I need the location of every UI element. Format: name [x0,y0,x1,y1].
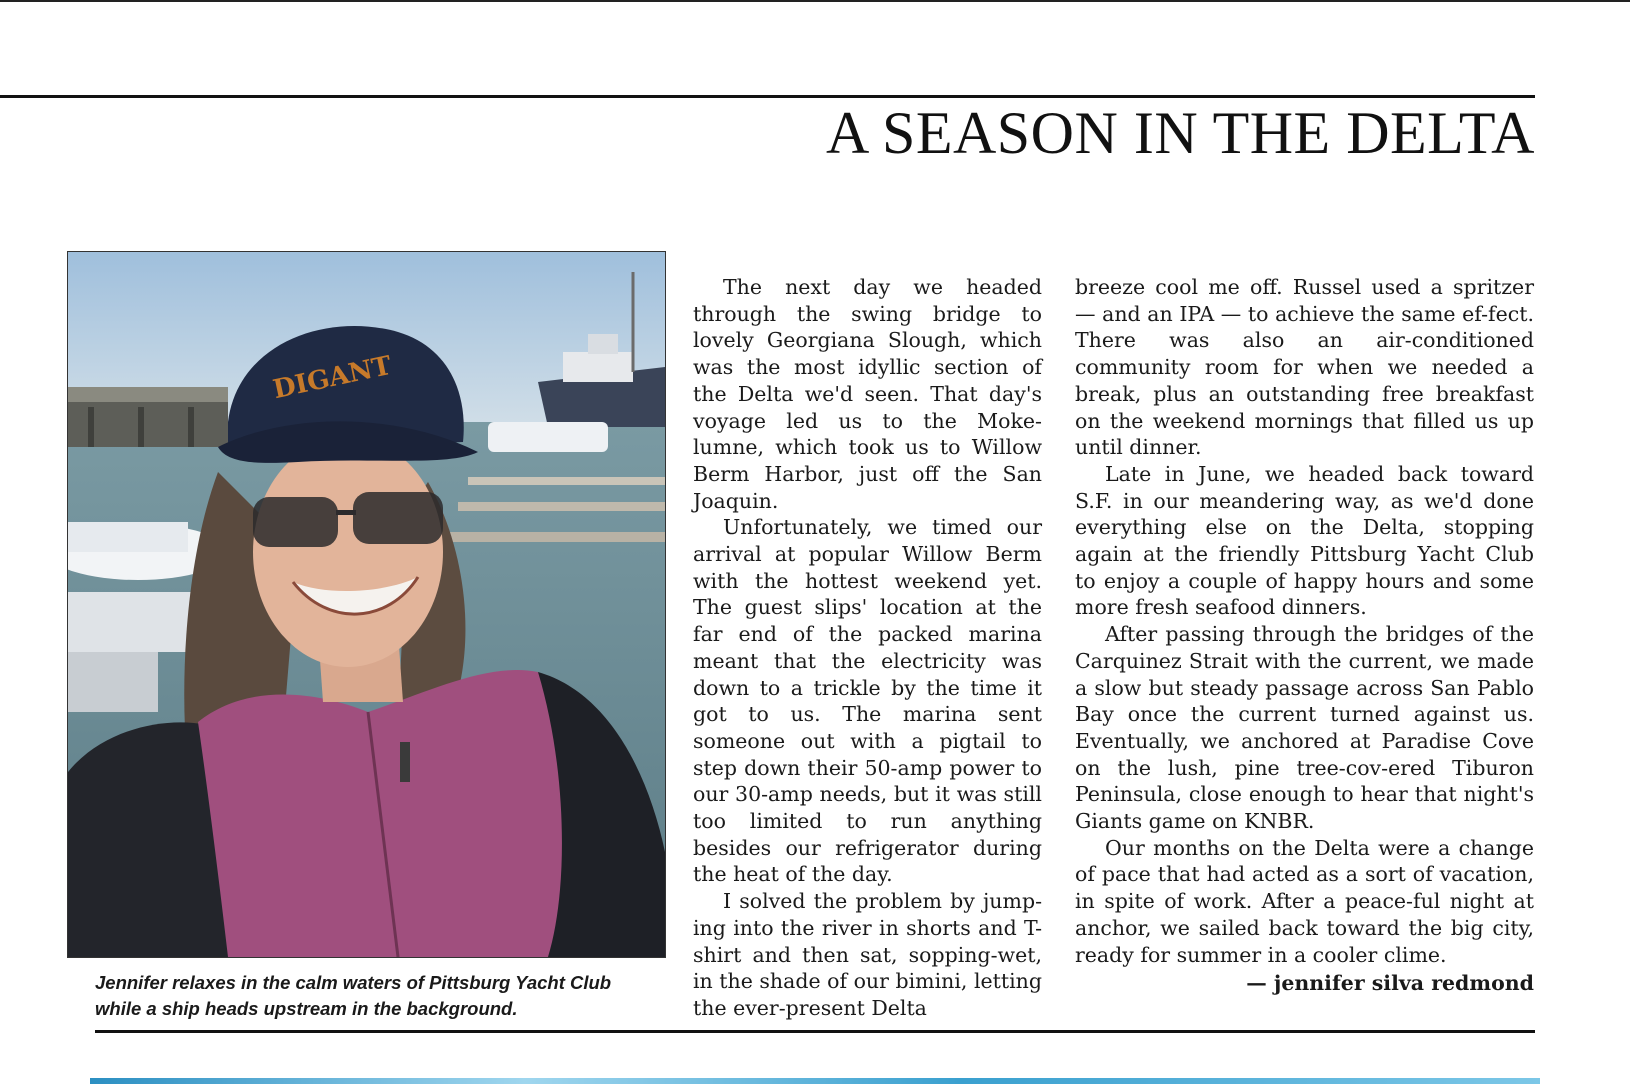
section-title: A SEASON IN THE DELTA [825,100,1535,166]
cap-logo-text: DIGANT [270,350,395,406]
paragraph: Unfortunately, we timed our arrival at popular Willow Berm with the hottest weekend yet. The guest slips' location at the far end of the packed marina meant that the electricity was down to a trickle by the time it got to us. The marina sent someone out with a pigtail to step down their 50-amp power to our 30-amp needs, but it was still too limited to run anything besides our refrigerator during the heat of the day. [693,515,1042,887]
next-page-strip [90,1078,1540,1084]
paragraph: Our months on the Delta were a change of pace that had acted as a sort of vacation, in spite of work. After a peace-ful night at anchor, we sailed back toward the big city, ready for summer in a cooler clime. [1075,835,1534,967]
author-byline: — jennifer silva redmond [1246,971,1534,996]
paragraph: After passing through the bridges of the Carquinez Strait with the current, we made a slow but steady passage across San Pablo Bay once the current turned against us. Eventually, we anchored at Paradise Cove on the lush, pine tree-cov-ered Tiburon Peninsula, close enough to hear that night's Giants game on KNBR. [1075,622,1534,834]
photo-jennifer-pittsburg-yacht-club [68,252,665,957]
article-column-2 [1075,274,1534,997]
paragraph: The next day we headed through the swing bridge to lovely Georgiana Slough, which was the most idyllic section of the Delta we'd seen. That day's voyage led us to the Moke-lumne, which took us to Willow Berm Harbor, just off the San Joaquin. [693,275,1042,513]
paragraph: I solved the problem by jump-ing into the river in shorts and T-shirt and then sat, sopping-wet, in the shade of our bimini, letting the ever-present Delta [693,889,1042,1020]
article-column-1 [693,274,1042,1022]
paragraph: breeze cool me off. Russel used a spritzer — and an IPA — to achieve the same ef-fect. There was also an air-conditioned community room for when we needed a break, plus an outstanding free breakfast on the weekend mornings that filled us up until dinner. [1075,275,1534,460]
article-photo [67,251,666,958]
paragraph: Late in June, we headed back toward S.F. in our meandering way, as we'd done everything else on the Delta, stopping again at the friendly Pittsburg Yacht Club to enjoy a couple of happy hours and some more fresh seafood dinners. [1075,461,1534,620]
header-rule [0,95,1535,98]
caption-line-1: Jennifer relaxes in the calm waters of Pittsburg Yacht Club [95,972,612,993]
caption-line-2: while a ship heads upstream in the background. [95,998,518,1019]
bottom-rule [95,1030,1535,1033]
photo-caption [95,970,675,1022]
top-border-line [0,0,1630,2]
